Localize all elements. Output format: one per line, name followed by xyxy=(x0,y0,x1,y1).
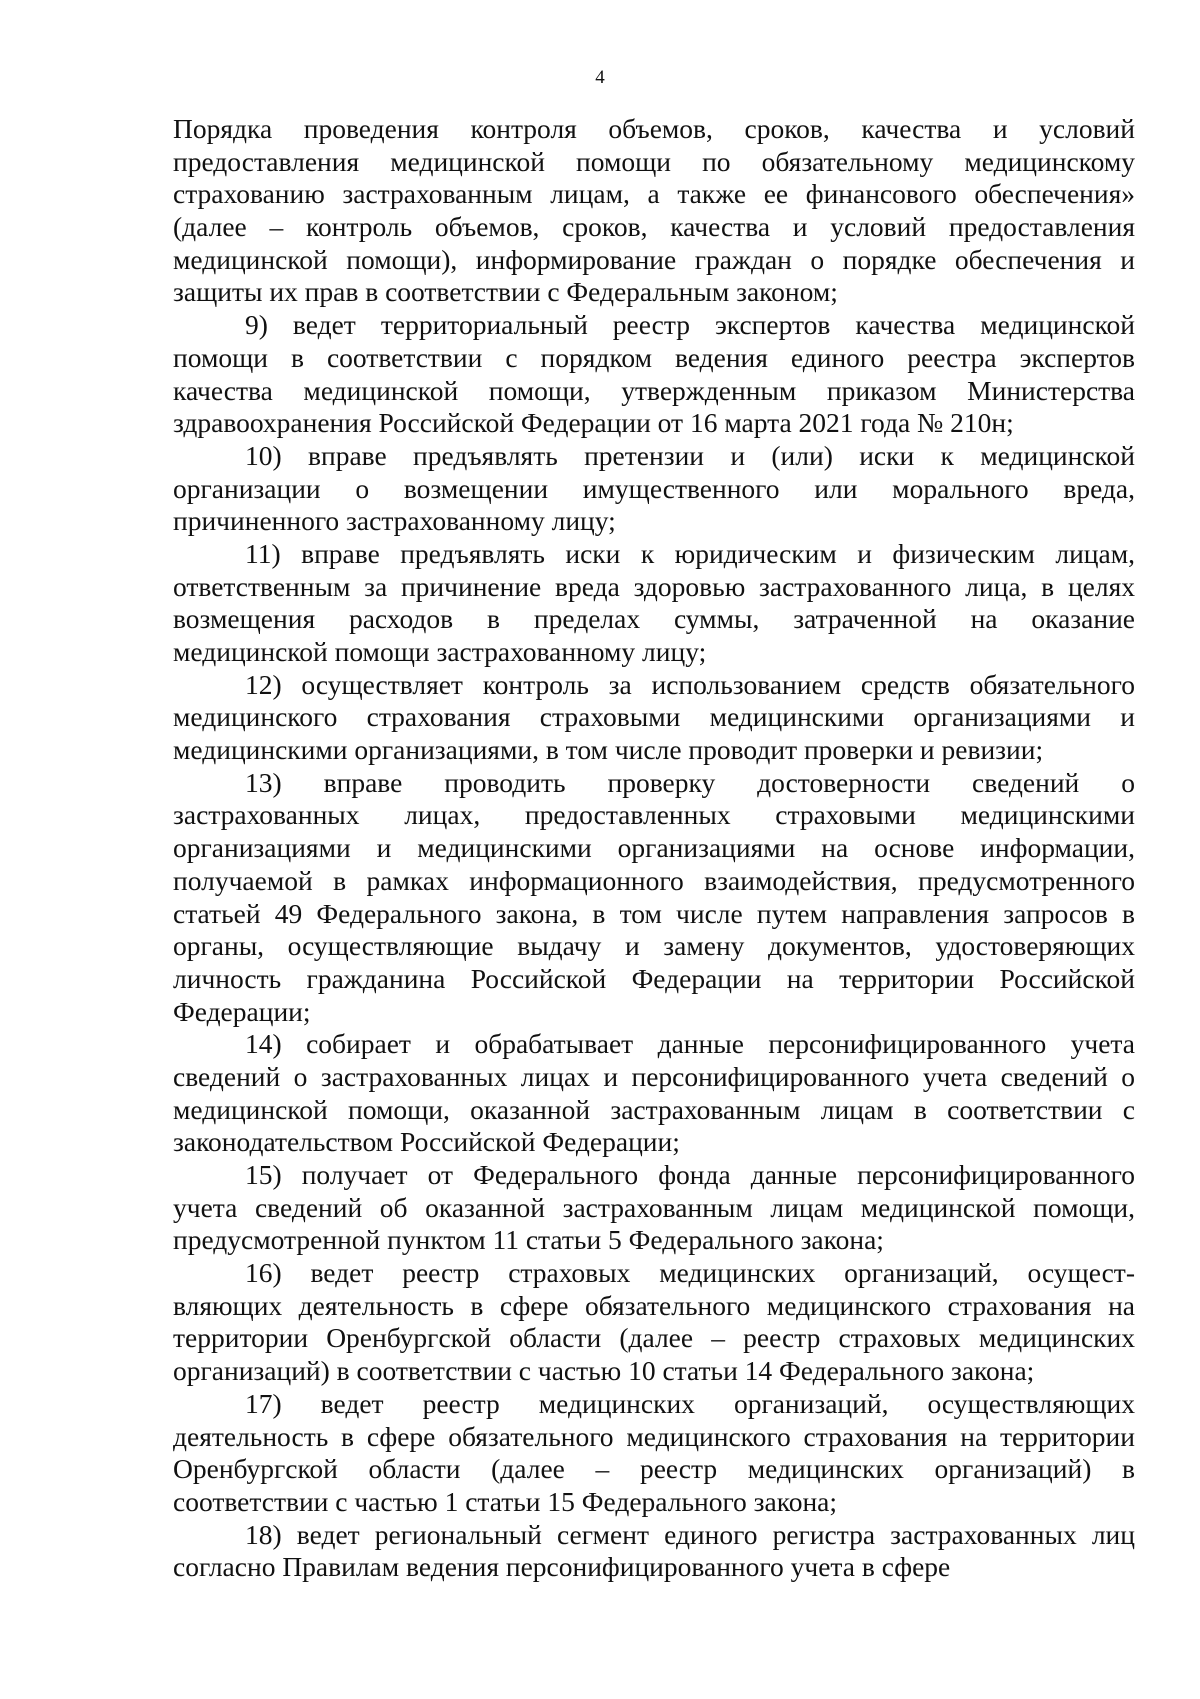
text-line: соответствии с частью 1 статьи 15 Федерального закона; xyxy=(173,1485,838,1517)
text-line: деятельность в сфере обязательного медицинского страхования на территории xyxy=(173,1420,1135,1452)
text-line: сведений о застрахованных лицах и персонифицированного учета сведений о xyxy=(173,1060,1135,1092)
text-line: (далее – контроль объемов, сроков, качества и условий предоставления xyxy=(173,211,1135,243)
text-line: территории Оренбургской области (далее – реестр страховых медицинских xyxy=(173,1322,1135,1354)
text-line: организации о возмещении имущественного или морального вреда, xyxy=(173,472,1135,504)
paragraph-p8-cont xyxy=(173,113,1135,309)
page-number: 4 xyxy=(595,67,605,88)
text-line: Оренбургской области (далее – реестр медицинских организаций) в xyxy=(173,1453,1135,1485)
paragraph-p14 xyxy=(173,1028,1135,1159)
paragraph-p13 xyxy=(173,767,1135,1029)
paragraph-p17 xyxy=(173,1388,1135,1519)
text-line: Федерации; xyxy=(173,995,311,1027)
text-line: медицинской помощи, оказанной застрахованным лицам в соответствии с xyxy=(173,1093,1135,1125)
text-line: законодательством Российской Федерации; xyxy=(173,1126,680,1158)
text-line: организаций) в соответствии с частью 10 статьи 14 Федерального закона; xyxy=(173,1355,1035,1387)
paragraph-p16 xyxy=(173,1257,1135,1388)
text-line: 15) получает от Федерального фонда данные персонифицированного xyxy=(245,1159,1135,1190)
text-line: учета сведений об оказанной застрахованным лицам медицинской помощи, xyxy=(173,1191,1135,1223)
text-line: защиты их прав в соответствии с Федеральным законом; xyxy=(173,276,838,308)
text-line: 11) вправе предъявлять иски к юридическим и физическим лицам, xyxy=(245,537,1135,569)
text-line: организациями и медицинскими организациями на основе информации, xyxy=(173,832,1135,864)
text-line: медицинской помощи), информирование граждан о порядке обеспечения и xyxy=(173,243,1135,275)
text-line: причиненного застрахованному лицу; xyxy=(173,505,616,537)
text-line: получаемой в рамках информационного взаимодействия, предусмотренного xyxy=(173,864,1135,896)
text-line: Порядка проведения контроля объемов, сроков, качества и условий xyxy=(173,113,1135,144)
text-line: 14) собирает и обрабатывает данные персонифицированного учета xyxy=(245,1028,1135,1060)
text-line: здравоохранения Российской Федерации от 16 марта 2021 года № 210н; xyxy=(173,407,1014,439)
text-line: 9) ведет территориальный реестр экспертов качества медицинской xyxy=(245,309,1135,341)
text-line: медицинскими организациями, в том числе проводит проверки и ревизии; xyxy=(173,734,1044,766)
paragraph-p9 xyxy=(173,309,1135,440)
paragraph-p18 xyxy=(173,1519,1135,1584)
document-body xyxy=(173,113,1135,1584)
text-line: медицинской помощи застрахованному лицу; xyxy=(173,636,707,667)
text-line: предоставления медицинской помощи по обязательному медицинскому xyxy=(173,145,1135,177)
text-line: качества медицинской помощи, утвержденным приказом Министерства xyxy=(173,374,1135,406)
text-line: 10) вправе предъявлять претензии и (или) иски к медицинской xyxy=(245,439,1135,471)
text-line: статьей 49 Федерального закона, в том числе путем направления запросов в xyxy=(173,897,1135,929)
text-line: 18) ведет региональный сегмент единого регистра застрахованных лиц xyxy=(245,1518,1135,1550)
text-line: страхованию застрахованным лицам, а также ее финансового обеспечения» xyxy=(173,178,1135,210)
text-line: медицинского страхования страховыми медицинскими организациями и xyxy=(173,701,1135,733)
paragraph-p10 xyxy=(173,440,1135,538)
paragraph-p12 xyxy=(173,669,1135,767)
text-line: ответственным за причинение вреда здоровью застрахованного лица, в целях xyxy=(173,570,1135,602)
text-line: застрахованных лицах, предоставленных страховыми медицинскими xyxy=(173,799,1135,831)
text-line: возмещения расходов в пределах суммы, затраченной на оказание xyxy=(173,603,1135,635)
paragraph-p11 xyxy=(173,538,1135,669)
text-line: 16) ведет реестр страховых медицинских организаций, осущест- xyxy=(245,1257,1135,1289)
text-line: органы, осуществляющие выдачу и замену документов, удостоверяющих xyxy=(173,930,1135,962)
text-line: 13) вправе проводить проверку достоверности сведений о xyxy=(245,766,1135,798)
text-line: 17) ведет реестр медицинских организаций, осуществляющих xyxy=(245,1387,1135,1419)
text-line: предусмотренной пунктом 11 статьи 5 Федерального закона; xyxy=(173,1224,884,1256)
text-line: помощи в соответствии с порядком ведения единого реестра экспертов xyxy=(173,341,1135,373)
paragraph-p15 xyxy=(173,1159,1135,1257)
text-line: согласно Правилам ведения персонифицированного учета в сфере xyxy=(173,1551,951,1583)
text-line: 12) осуществляет контроль за использованием средств обязательного xyxy=(245,668,1135,700)
text-line: вляющих деятельность в сфере обязательного медицинского страхования на xyxy=(173,1289,1135,1321)
text-line: личность гражданина Российской Федерации на территории Российской xyxy=(173,962,1135,994)
